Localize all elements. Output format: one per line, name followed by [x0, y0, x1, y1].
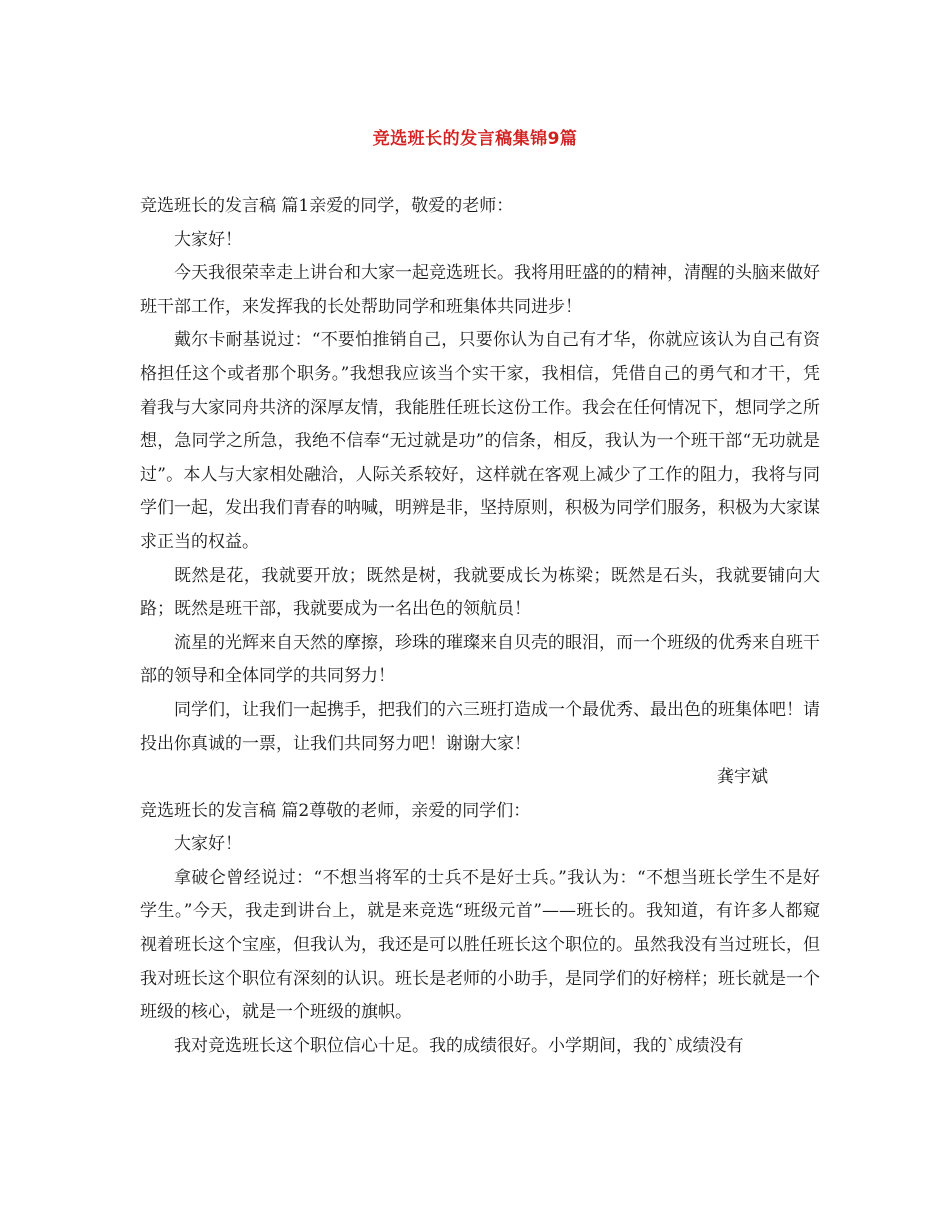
section-1-paragraph: 既然是花，我就要开放；既然是树，我就要成长为栋梁；既然是石头，我就要铺向大路；既然是班干部，我就要成为一名出色的领航员！	[140, 565, 820, 620]
document-title: 竞选班长的发言稿集锦9篇	[372, 129, 578, 149]
section-2-paragraph: 我对竞选班长这个职位信心十足。我的成绩很好。小学期间，我的`成绩没有	[174, 1035, 744, 1056]
section-1-paragraph: 流星的光辉来自天然的摩擦，珍珠的璀璨来自贝壳的眼泪，而一个班级的优秀来自班干部的领导和全体同学的共同努力！	[140, 632, 820, 687]
section-1-greeting: 大家好！	[174, 229, 242, 250]
section-2-paragraph: 拿破仑曾经说过：“不想当将军的士兵不是好士兵。”我认为：“不想当班长学生不是好学生。”今天，我走到讲台上，就是来竞选“班级元首”——班长的。我知道，有许多人都窥视着班长这个宝座，但我认为，我还是可以胜任班长这个职位的。虽然我没有当过班长，但我对班长这个职位有深刻的认识。班长是老师的小助手，是同学们的好榜样；班长就是一个班级的核心，就是一个班级的旗帜。	[140, 867, 820, 1023]
section-1-heading: 竞选班长的发言稿 篇1亲爱的同学，敬爱的老师：	[140, 196, 514, 216]
section-1-paragraph: 同学们，让我们一起携手，把我们的六三班打造成一个最优秀、最出色的班集体吧！请投出你真诚的一票，让我们共同努力吧！谢谢大家！	[140, 699, 820, 754]
section-2-heading: 竞选班长的发言稿 篇2尊敬的老师，亲爱的同学们：	[140, 800, 531, 821]
document-body	[140, 190, 820, 1063]
section-2-greeting: 大家好！	[174, 834, 242, 855]
section-1-paragraph: 戴尔卡耐基说过：“不要怕推销自己，只要你认为自己有才华，你就应该认为自己有资格担任这个或者那个职务。”我想我应该当个实干家，我相信，凭借自己的勇气和才干，凭着我与大家同舟共济的深厚友情，我能胜任班长这份工作。我会在任何情况下，想同学之所想，急同学之所急，我绝不信奉“无过就是功”的信条，相反，我认为一个班干部“无功就是过”。本人与大家相处融洽，人际关系较好，这样就在客观上减少了工作的阻力，我将与同学们一起，发出我们青春的呐喊，明辨是非，坚持原则，积极为同学们服务，积极为大家谋求正当的权益。	[140, 330, 820, 552]
section-1-paragraph: 今天我很荣幸走上讲台和大家一起竞选班长。我将用旺盛的的精神，清醒的头脑来做好班干部工作，来发挥我的长处帮助同学和班集体共同进步！	[140, 263, 820, 317]
section-1-signature: 龚宇斌	[717, 767, 768, 788]
